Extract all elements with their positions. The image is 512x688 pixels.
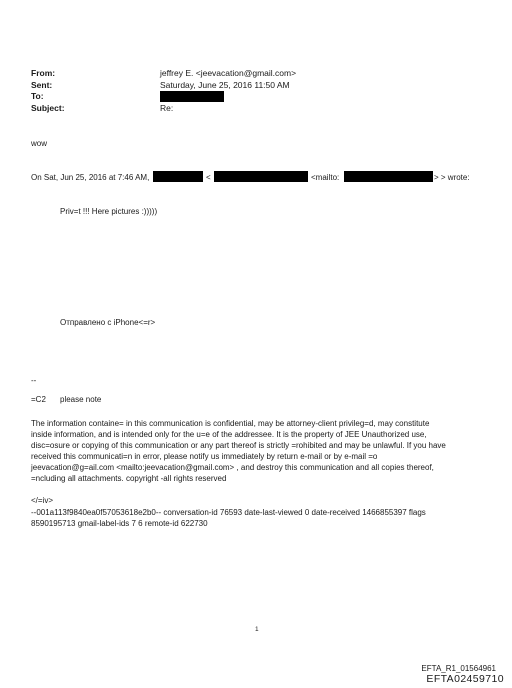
subject-value: Re: xyxy=(160,103,174,113)
quote-intro-lt: < xyxy=(206,173,211,182)
page-number: 1 xyxy=(255,626,259,633)
quote-intro-mailto: <mailto: xyxy=(311,173,340,182)
mailto-redaction xyxy=(344,171,433,182)
note-text: please note xyxy=(60,395,102,404)
disclaimer-line: =ncluding all attachments. copyright -all rights reserved xyxy=(31,474,227,483)
closing-tag: </=iv> xyxy=(31,496,54,505)
disclaimer-line: The information containe= in this communication is confidential, may be attorney-client privileg=d, may constitute xyxy=(31,419,430,428)
metadata-line: --001a113f9840ea0f57053618e2b0-- conversation-id 76593 date-last-viewed 0 date-received 1466855397 flags xyxy=(31,508,426,517)
note-prefix: =C2 xyxy=(31,395,46,404)
sent-value: Saturday, June 25, 2016 11:50 AM xyxy=(160,80,290,90)
subject-label: Subject: xyxy=(31,103,65,113)
efta-id-large: EFTA02459710 xyxy=(426,673,504,685)
metadata-line: 8590195713 gmail-label-ids 7 6 remote-id 622730 xyxy=(31,519,208,528)
signature: Отправлено с iPhone<=r> xyxy=(60,318,156,327)
disclaimer-line: jeevacation@g=ail.com <mailto:jeevacation@gmail.com> , and destroy this communication and all copies thereof, xyxy=(31,463,434,472)
sender-name-redaction xyxy=(153,171,203,182)
disclaimer-line: inside information, and is intended only for the u=e of the addressee. It is the property of JEE Unauthorized use, xyxy=(31,430,427,439)
quote-intro-suffix: > > wrote: xyxy=(434,173,470,182)
from-value: jeffrey E. <jeevacation@gmail.com> xyxy=(160,68,297,78)
quoted-message: Priv=t !!! Here pictures :))))) xyxy=(60,207,158,216)
efta-id-small: EFTA_R1_01564961 xyxy=(421,664,496,673)
disclaimer-line: received this communicati=n in error, please notify us immediately by return e-mail or by e-mail =o xyxy=(31,452,378,461)
to-redaction xyxy=(160,91,224,102)
sender-email-redaction xyxy=(214,171,308,182)
quote-intro-prefix: On Sat, Jun 25, 2016 at 7:46 AM, xyxy=(31,173,150,182)
disclaimer-line: disc=osure or copying of this communication or any part thereof is strictly =rohibited and may be unlawful. If you have xyxy=(31,441,446,450)
from-label: From: xyxy=(31,68,56,78)
sent-label: Sent: xyxy=(31,80,53,90)
to-label: To: xyxy=(31,91,44,101)
reply-text: wow xyxy=(31,139,48,148)
separator: -- xyxy=(31,376,37,385)
